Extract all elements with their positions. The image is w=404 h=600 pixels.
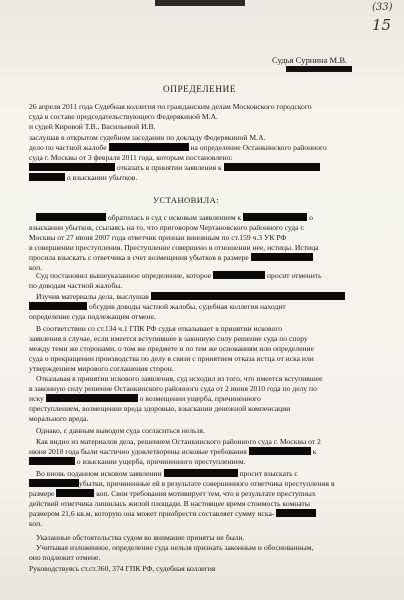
- body-line: обсудив доводы частной жалобы, судебная коллегия находит: [29, 302, 286, 311]
- body-line: июня 2010 года были частично удовлетворены исковые требования к: [29, 447, 317, 456]
- body-line: о взыскании ущерба, причиненного преступлением.: [29, 457, 246, 466]
- body-line: утверждением мирового соглашения сторон.: [29, 364, 174, 373]
- body-line: Как видно из материалов дела, решением Останкинского районного суда г. Москвы от 2: [36, 437, 321, 446]
- body-line: иску о возмещении ущерба, причиненного: [29, 394, 261, 403]
- judge-redaction-bar: [286, 66, 352, 72]
- intro-line: суда г. Москвы от 3 февраля 2011 года, которым постановлено:: [29, 153, 233, 162]
- redaction: [164, 469, 238, 477]
- intro-line: 26 апреля 2011 года Судебная коллегия по гражданским делам Московского городского: [29, 102, 312, 111]
- redaction: [276, 509, 316, 517]
- redaction: [56, 489, 94, 497]
- body-line: морального вреда.: [29, 414, 89, 423]
- intro-line: и судей Кировой Т.В., Васильевой И.В.: [29, 122, 156, 131]
- body-line: Однако, с данным выводом суда согласиться нельзя.: [36, 426, 205, 435]
- body-line: размером 21,6 кв.м, которую она может приобрести составляет сумму иска-: [29, 509, 316, 518]
- body-line: просила взыскать с ответчика в счет возмещения убытков в размере: [29, 253, 313, 262]
- body-line: обратилась в суд с исковым заявлением к о: [36, 213, 313, 222]
- redaction: [29, 479, 79, 487]
- body-line: убытки, причиненные ей в результате совершенного ответчика преступления в: [29, 479, 335, 488]
- case-number-handwritten: (33): [372, 2, 393, 13]
- judge-name: Судья Сурнина М.В.: [272, 55, 348, 65]
- document-title: ОПРЕДЕЛЕНИЕ: [163, 84, 237, 94]
- body-line: определение суда подлежащим отмене.: [29, 312, 156, 321]
- body-line: по доводам частной жалобы.: [29, 281, 123, 290]
- redaction: [29, 163, 115, 171]
- body-line: Указанные обстоятельства судом во внимание приняты не были.: [36, 533, 245, 542]
- body-line: Отказывая в принятии искового заявления, суд исходил из того, что имеется вступившее: [36, 374, 323, 383]
- redaction: [243, 213, 307, 221]
- body-line: коп.: [29, 519, 43, 528]
- intro-line: суда в составе председательствующего Федерякиной М.А.: [29, 112, 218, 121]
- body-line: преступлением, возмещении вреда здоровью, взыскании денежной компенсации: [29, 404, 291, 413]
- body-line: Руководствуясь ст.ст.360, 374 ГПК РФ, судебная коллегия: [29, 564, 216, 573]
- redaction: [109, 143, 189, 151]
- body-line: Москвы от 27 июня 2007 года ответчик признан виновным по ст.159 ч.3 УК РФ: [29, 233, 287, 242]
- body-line: В соответствии со ст.134 ч.1 ГПК РФ судья отказывает в принятии искового: [36, 324, 283, 333]
- intro-line: отказать в принятии заявления к: [29, 163, 320, 172]
- body-line: суда о прекращении производства по делу в связи с принятием отказа истца от иска или: [29, 354, 314, 363]
- top-edge-redaction: [155, 0, 245, 6]
- page-number-handwritten: 15: [372, 16, 392, 34]
- redaction: [213, 271, 265, 279]
- body-line: Учитывая изложенное, определение суда нельзя признать законным и обоснованным,: [36, 543, 314, 552]
- redaction: [29, 173, 65, 181]
- body-line: заявления в случае, если имеется вступившее в законную силу решение суда по спору: [29, 334, 308, 343]
- redaction: [29, 302, 87, 310]
- body-line: коп.: [29, 263, 43, 272]
- redaction: [36, 213, 106, 221]
- redaction: [46, 394, 138, 402]
- body-line: оно подлежит отмене.: [29, 553, 101, 562]
- section-title: УСТАНОВИЛА:: [153, 195, 220, 205]
- body-line: в совершении преступления. Преступление совершено в отношении нее, истицы. Истица: [29, 243, 319, 252]
- body-line: Изучив материалы дела, выслушав: [36, 292, 345, 301]
- redaction: [224, 163, 320, 171]
- body-line: размере коп. Свои требования мотивирует тем, что в результате преступных: [29, 489, 316, 498]
- intro-line: о взыскании убытков.: [29, 173, 137, 182]
- body-line: взыскании убытков, ссылаясь на то, что приговором Чертановского районного суда г.: [29, 223, 305, 232]
- body-line: в законную силу решение Останкинского районного суда от 2 июня 2010 года по делу по: [29, 384, 317, 393]
- body-line: Суд постановил вышеуказанное определение, которое просит отменить: [36, 271, 322, 280]
- redaction: [251, 253, 313, 261]
- intro-line: заслушав в открытом судебном заседании по докладу Федерякиной М.А.: [29, 133, 266, 142]
- body-line: действий ответчика лишилась жилой площади. В настоящее время стоимость комнаты: [29, 499, 310, 508]
- redaction: [151, 292, 345, 300]
- body-line: Во вновь поданном исковом заявлении просит взыскать с: [36, 469, 298, 478]
- redaction: [29, 457, 75, 465]
- redaction: [249, 447, 311, 455]
- body-line: между теми же сторонами, о том же предмете и по тем же основаниям или определение: [29, 344, 314, 353]
- intro-line: дело по частной жалобе на определение Останкинского районного: [29, 143, 327, 152]
